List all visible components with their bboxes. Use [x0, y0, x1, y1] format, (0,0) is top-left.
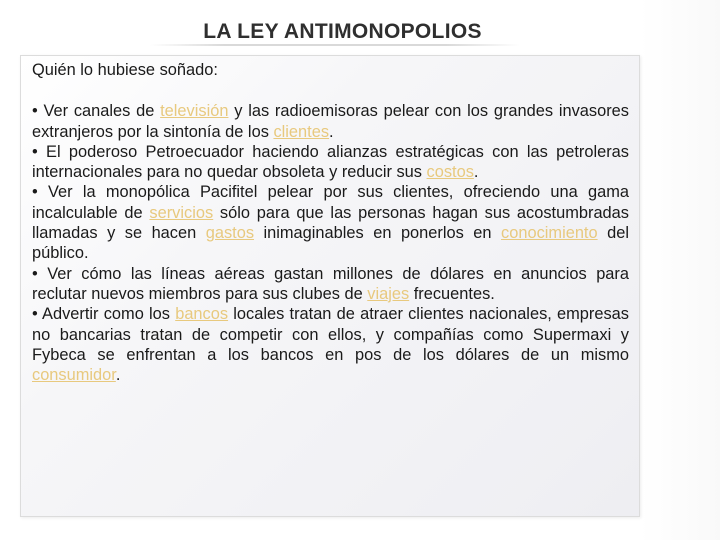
- bullet-text: • Ver canales de: [32, 102, 161, 121]
- keyword-link[interactable]: conocimiento: [501, 224, 598, 243]
- bullet-text: inimaginables en ponerlos en: [254, 224, 502, 243]
- keyword-link[interactable]: servicios: [149, 203, 214, 222]
- keyword-link[interactable]: televisión: [160, 102, 229, 121]
- bullet-text: • El poderoso Petroecuador haciendo alianzas estratégicas con las petroleras internacionales para no quedar obsoleta y reducir sus: [32, 142, 629, 182]
- bullet-text: • Advertir como los: [32, 305, 176, 324]
- bullet-text: • Ver cómo las líneas aéreas gastan millones de dólares en anuncios para reclutar nuevos miembros para sus clubes de: [32, 264, 629, 303]
- bullet-text: sólo para que las personas hagan sus acostumbradas llamadas y se hacen: [32, 203, 629, 243]
- keyword-link[interactable]: gastos: [205, 224, 255, 243]
- background-fade: [640, 0, 720, 540]
- title-underline: [150, 44, 520, 46]
- bullet-item: [32, 264, 629, 305]
- bullet-text: y las radioemisoras pelear con los grandes invasores extranjeros por la sintonía de los: [32, 102, 629, 141]
- bullet-text: .: [473, 163, 479, 182]
- keyword-link[interactable]: clientes: [273, 122, 330, 141]
- bullet-item: [32, 182, 629, 263]
- bullet-text: .: [115, 366, 121, 385]
- bullet-item: [32, 101, 629, 142]
- content-text: [32, 60, 629, 385]
- keyword-link[interactable]: costos: [426, 163, 474, 182]
- bullet-item: [32, 142, 629, 183]
- bullet-item: [32, 304, 629, 385]
- bullet-text: locales tratan de atraer clientes nacionales, empresas no bancarias tratan de competir con ellos, y compañías como Supermaxi y Fybeca se enfrentan a los bancos en pos de los dólares de un mismo: [32, 305, 629, 364]
- bullet-text: .: [329, 122, 334, 141]
- bullet-text: • Ver la monopólica Pacifitel pelear por sus clientes, ofreciendo una gama incalculable de: [32, 183, 629, 222]
- bullet-text: del público.: [32, 224, 629, 263]
- slide-title: LA LEY ANTIMONOPOLIOS: [203, 20, 482, 43]
- bullet-list: [32, 101, 629, 385]
- bullet-text: frecuentes.: [409, 284, 495, 303]
- keyword-link[interactable]: viajes: [367, 284, 410, 303]
- intro-text: Quién lo hubiese soñado:: [32, 61, 218, 79]
- keyword-link[interactable]: bancos: [175, 305, 229, 324]
- keyword-link[interactable]: consumidor: [32, 366, 116, 385]
